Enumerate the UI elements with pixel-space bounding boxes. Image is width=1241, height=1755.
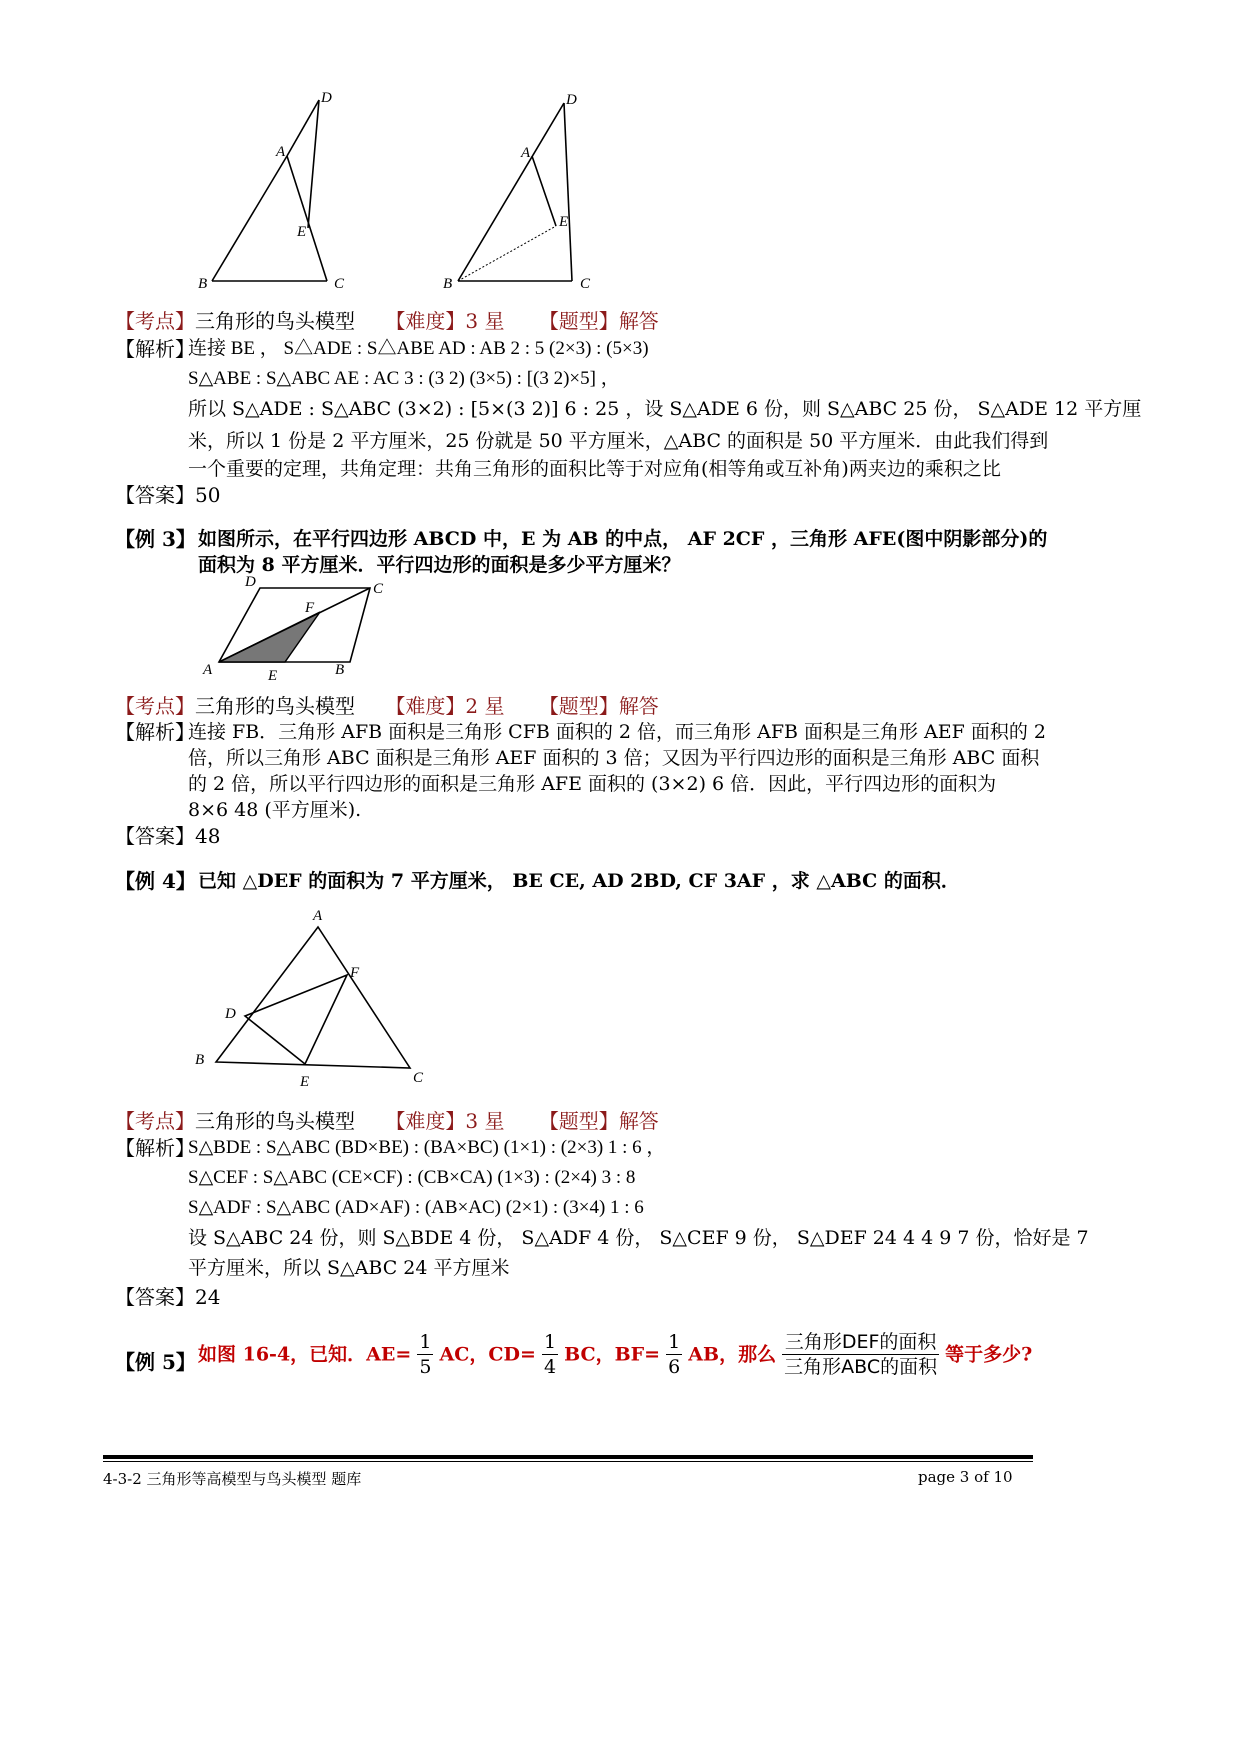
question-ex5: 如图 16-4，已知．AE= $\frac{1}{5}$ AC，CD= $\frac{1}{4}$ BC，BF= $\frac{1}{6}$ AB，那么 $\frac{\text{三角形DEF的面积}}{\text{三角形ABC的面积}}$ 等于多少? — [198, 1331, 1033, 1378]
analysis-line: 平方厘米，所以 S△ABC 24 平方厘米 — [188, 1257, 510, 1279]
label-A: A — [203, 662, 213, 678]
analysis-line: S△ADF : S△ABC (AD×AF) : (AB×AC) (2×1) : (3×4) 1 : 6 — [188, 1197, 644, 1218]
label-D: D — [321, 90, 332, 106]
page-number: page 3 of 10 — [918, 1468, 1013, 1486]
question-line: 面积为 8 平方厘米．平行四边形的面积是多少平方厘米？ — [198, 554, 681, 576]
answer-row: 【答案】48 — [115, 824, 221, 848]
label-E: E — [559, 214, 569, 230]
label-A: A — [276, 144, 286, 160]
figure-parallelogram — [195, 572, 395, 682]
analysis-line: 米，所以 1 份是 2 平方厘米，25 份就是 50 平方厘米，△ABC 的面积是 50 平方厘米．由此我们得到 — [188, 430, 1049, 452]
label-D: D — [225, 1006, 236, 1022]
label-A: A — [313, 908, 323, 924]
example-5-tag: 【例 5】 — [115, 1350, 196, 1374]
analysis-label: 【解析】 — [115, 337, 195, 361]
label-D: D — [566, 92, 577, 108]
label-E: E — [297, 224, 307, 240]
label-E: E — [268, 668, 278, 682]
meta-row: 【考点】三角形的鸟头模型 【难度】3 星 【题型】解答 — [115, 1109, 659, 1133]
label-C: C — [580, 276, 591, 292]
label-F: F — [305, 600, 315, 616]
left-triangle-figure — [212, 100, 327, 281]
analysis-line: 8×6 48 (平方厘米). — [188, 799, 362, 821]
meta-row: 【考点】三角形的鸟头模型 【难度】2 星 【题型】解答 — [115, 694, 659, 718]
answer-row: 【答案】50 — [115, 483, 221, 507]
question-line: 已知 △DEF 的面积为 7 平方厘米， BE CE, AD 2BD, CF 3AF ，求 △ABC 的面积． — [198, 870, 960, 892]
example-4-tag: 【例 4】 — [115, 869, 196, 893]
analysis-line: 连接 BE ， S△ADE : S△ABE AD : AB 2 : 5 (2×3) : (5×3) — [188, 338, 649, 359]
footer-rule — [103, 1455, 1033, 1459]
analysis-line: 倍，所以三角形 ABC 面积是三角形 AEF 面积的 3 倍；又因为平行四边形的面积是三角形 ABC 面积 — [188, 747, 1040, 769]
right-triangle-figure — [458, 103, 572, 281]
analysis-line: S△BDE : S△ABC (BD×BE) : (BA×BC) (1×1) : (2×3) 1 : 6 ， — [188, 1137, 666, 1158]
analysis-line: 设 S△ABC 24 份，则 S△BDE 4 份， S△ADF 4 份， S△CEF 9 份， S△DEF 24 4 4 9 7 份，恰好是 7 — [188, 1227, 1089, 1249]
label-B: B — [198, 276, 208, 292]
label-B: B — [195, 1052, 205, 1068]
analysis-label: 【解析】 — [115, 1136, 195, 1160]
answer-row: 【答案】24 — [115, 1285, 221, 1309]
label-C: C — [413, 1070, 424, 1086]
figure-bird-head-triangles — [190, 88, 630, 298]
analysis-line: 的 2 倍，所以平行四边形的面积是三角形 AFE 面积的 (3×2) 6 倍．因此，平行四边形的面积为 — [188, 773, 997, 795]
footer-rule-thin — [103, 1461, 1033, 1462]
figure-triangle-def — [185, 900, 445, 1100]
label-F: F — [350, 965, 360, 981]
label-B: B — [335, 662, 345, 678]
analysis-line: S△CEF : S△ABC (CE×CF) : (CB×CA) (1×3) : (2×4) 3 : 8 — [188, 1167, 636, 1188]
example-3-tag: 【例 3】 — [115, 527, 196, 551]
question-line: 如图所示，在平行四边形 ABCD 中，E 为 AB 的中点， AF 2CF ，三角形 AFE(图中阴影部分)的 — [198, 528, 1048, 550]
footer-title: 4-3-2 三角形等高模型与鸟头模型 题库 — [103, 1470, 362, 1488]
label-C: C — [373, 581, 384, 597]
analysis-line: S△ABE : S△ABC AE : AC 3 : (3 2) (3×5) : [(3 2)×5] ， — [188, 368, 620, 389]
label-B: B — [443, 276, 453, 292]
label-A: A — [521, 145, 531, 161]
label-D: D — [245, 574, 256, 590]
label-C: C — [334, 276, 345, 292]
analysis-line: 连接 FB．三角形 AFB 面积是三角形 CFB 面积的 2 倍，而三角形 AFB 面积是三角形 AEF 面积的 2 — [188, 721, 1046, 743]
analysis-line: 一个重要的定理，共角定理：共角三角形的面积比等于对应角(相等角或互补角)两夹边的乘积之比 — [188, 458, 1001, 480]
analysis-label: 【解析】 — [115, 720, 195, 744]
analysis-line: 所以 S△ADE : S△ABC (3×2) : [5×(3 2)] 6 : 25 ，设 S△ADE 6 份，则 S△ABC 25 份， S△ADE 12 平方厘 — [188, 398, 1142, 420]
meta-row: 【考点】三角形的鸟头模型 【难度】3 星 【题型】解答 — [115, 309, 659, 333]
label-E: E — [300, 1074, 310, 1090]
